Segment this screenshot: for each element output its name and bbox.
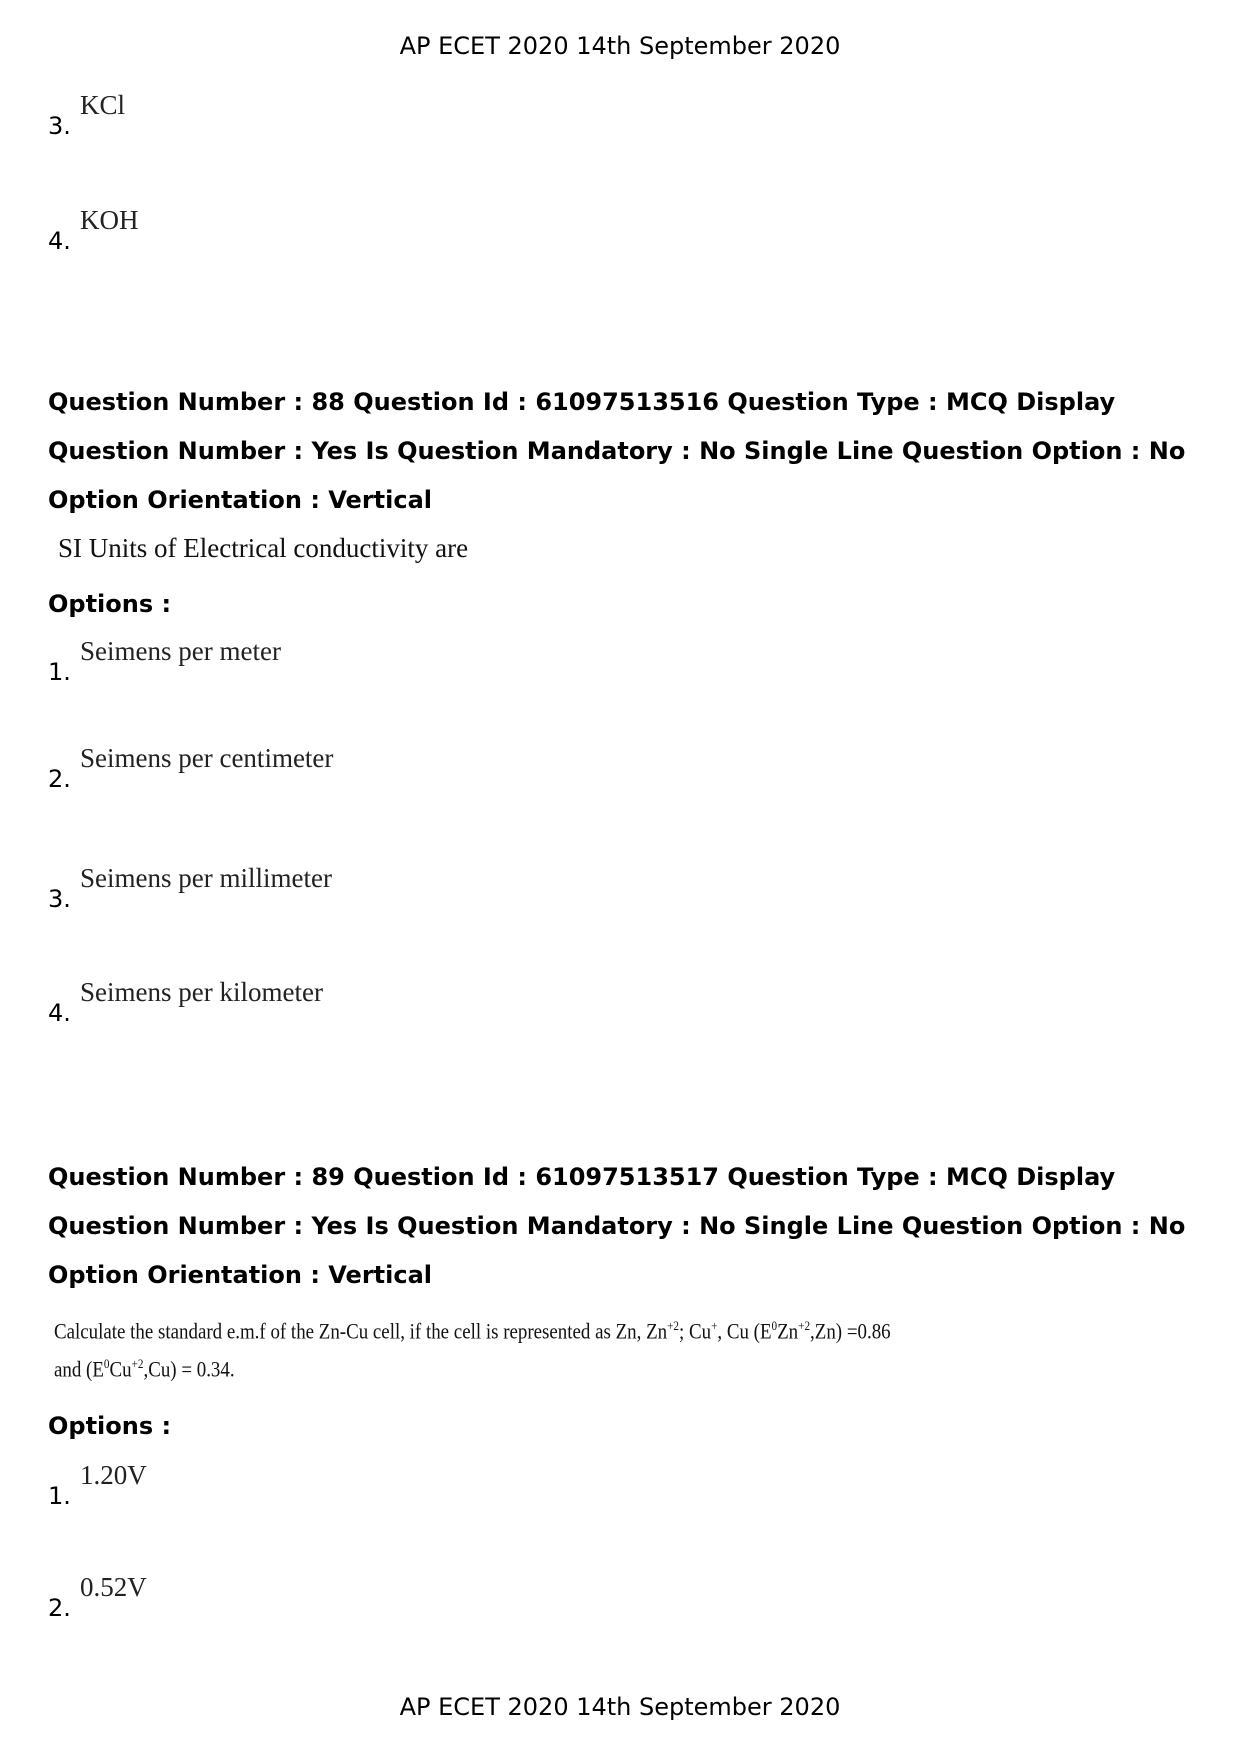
option-number: 1.: [48, 658, 71, 686]
page-footer: AP ECET 2020 14th September 2020: [399, 1693, 841, 1721]
option-number: 4.: [48, 999, 71, 1027]
question-stem-line-2: and $(E^0Cu^{+2},Cu) = 0.34$.: [54, 1356, 235, 1382]
option-text: Seimens per centimeter: [80, 743, 334, 773]
option-text: 1.20V: [80, 1460, 147, 1490]
option-number: 2.: [48, 765, 71, 793]
option-text: 0.52V: [80, 1572, 147, 1602]
options-label: Options :: [48, 1412, 172, 1440]
option-text: Seimens per millimeter: [80, 863, 332, 893]
option-number: 1.: [48, 1482, 71, 1510]
question-meta: Question Number : 89 Question Id : 61097513517 Question Type : MCQ Display Question Number : Yes Is Question Mandatory : No Single Line Question Option : No Option Orientation : Vertical: [48, 1163, 1186, 1289]
option-number: 3.: [48, 885, 71, 913]
question-meta: Question Number : 88 Question Id : 61097513516 Question Type : MCQ Display Question Number : Yes Is Question Mandatory : No Single Line Question Option : No Option Orientation : Vertical: [48, 388, 1186, 514]
option-text: KCl: [80, 90, 126, 120]
page-header: AP ECET 2020 14th September 2020: [399, 32, 841, 60]
question-stem: SI Units of Electrical conductivity are: [58, 533, 469, 563]
option-number: 3.: [48, 112, 71, 140]
option-number: 4.: [48, 227, 71, 255]
question-stem-line-1: Calculate the standard e.m.f of the Zn-Cu cell, if the cell is represented as Zn, $Zn^{+2}$; Cu+, Cu $(E^0Zn^{+2},Zn) =0.86$: [54, 1318, 891, 1344]
options-label: Options :: [48, 590, 172, 618]
option-number: 2.: [48, 1594, 71, 1622]
option-text: Seimens per meter: [80, 636, 281, 666]
option-text: KOH: [80, 205, 139, 235]
option-text: Seimens per kilometer: [80, 977, 323, 1007]
